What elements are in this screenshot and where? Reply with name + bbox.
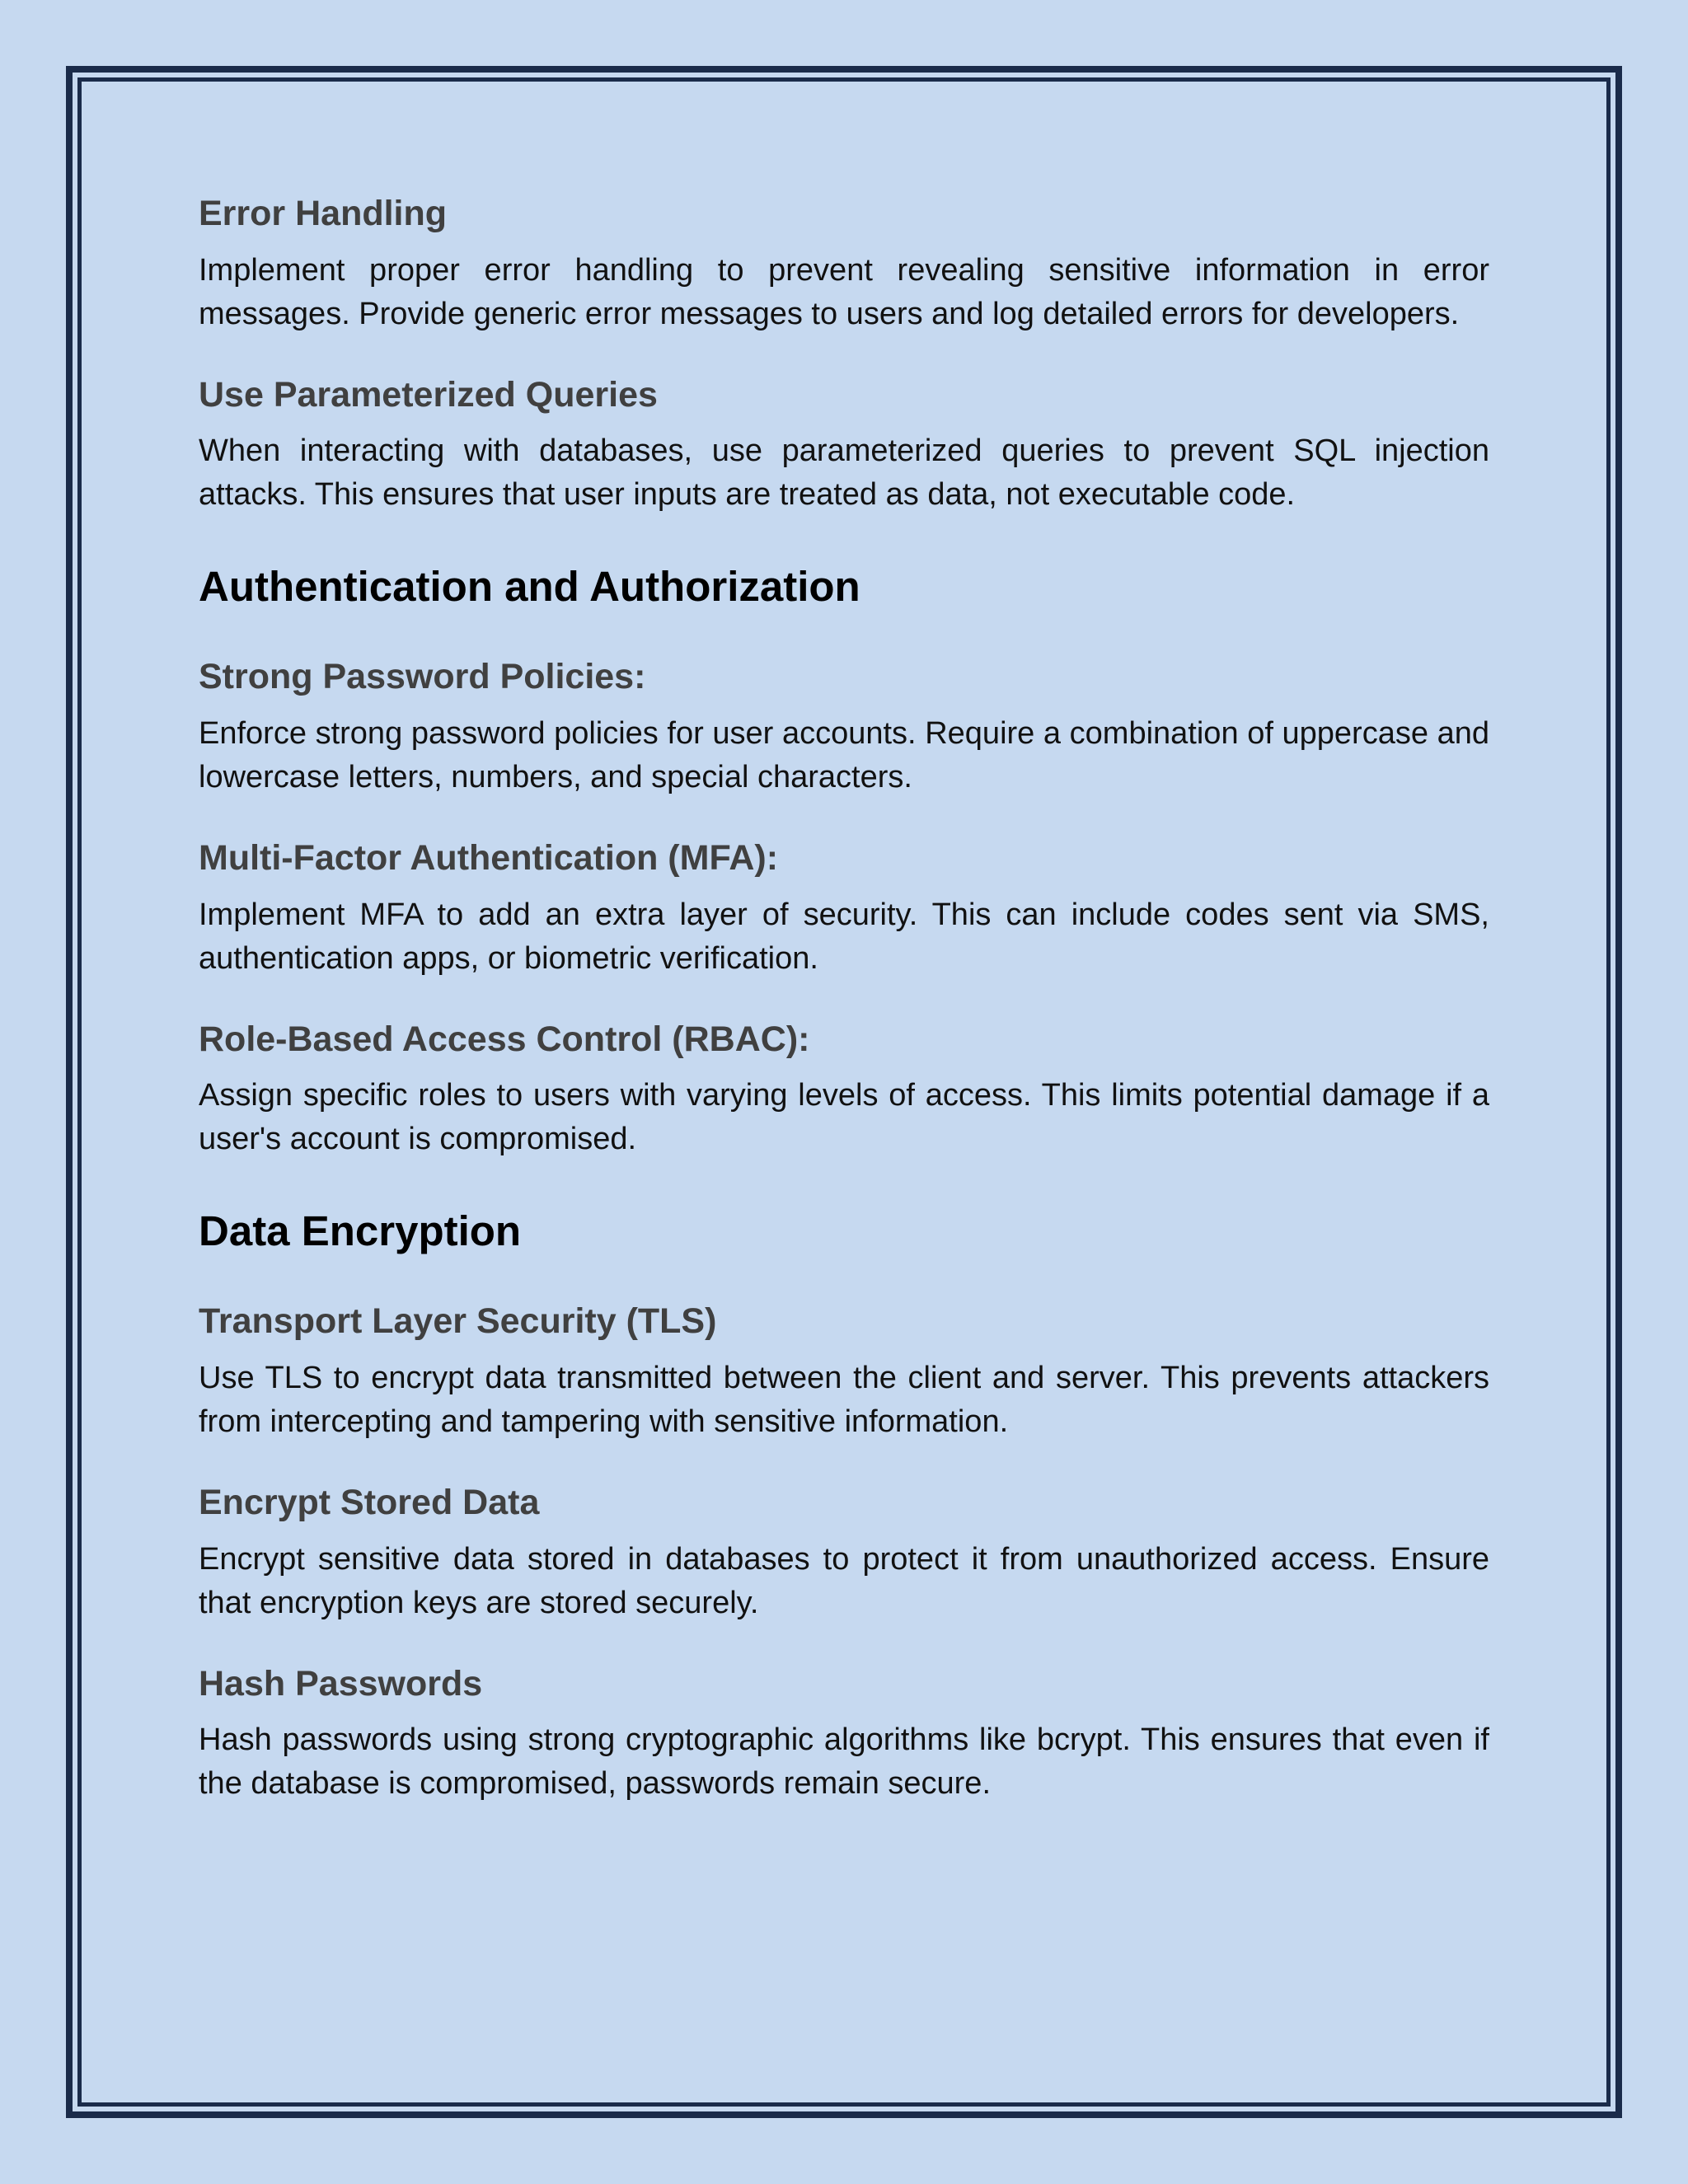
paragraph-strong-password-policies: Enforce strong password policies for user accounts. Require a combination of uppercase and lowercase letters, numbers, and special characters. <box>199 715 1489 794</box>
subheading-hash-passwords: Hash Passwords <box>199 1663 483 1704</box>
paragraph-parameterized-queries: When interacting with databases, use parameterized queries to prevent SQL injection attacks. This ensures that user inputs are treated as data, not executable code. <box>199 434 1489 513</box>
heading-data-encryption: Data Encryption <box>199 1207 522 1255</box>
paragraph-mfa: Implement MFA to add an extra layer of security. This can include codes sent via SMS, authentication apps, or biometric verification. <box>199 897 1489 976</box>
subheading-rbac: Role-Based Access Control (RBAC): <box>199 1019 810 1059</box>
paragraph-encrypt-stored-data: Encrypt sensitive data stored in databases to protect it from unauthorized access. Ensure that encryption keys are stored securely. <box>199 1541 1489 1620</box>
document-content <box>199 193 1489 1806</box>
subheading-mfa: Multi-Factor Authentication (MFA): <box>199 837 779 878</box>
paragraph-error-handling: Implement proper error handling to prevent revealing sensitive information in error messages. Provide generic error messages to users and log detailed errors for developers. <box>199 252 1489 331</box>
subheading-parameterized-queries: Use Parameterized Queries <box>199 374 658 415</box>
subheading-encrypt-stored-data: Encrypt Stored Data <box>199 1482 540 1522</box>
subheading-tls: Transport Layer Security (TLS) <box>199 1301 717 1342</box>
paragraph-tls: Use TLS to encrypt data transmitted between the client and server. This prevents attackers from intercepting and tampering with sensitive information. <box>199 1360 1489 1439</box>
paragraph-hash-passwords: Hash passwords using strong cryptographic algorithms like bcrypt. This ensures that even if the database is compromised, passwords remain secure. <box>199 1722 1489 1802</box>
subheading-strong-password-policies: Strong Password Policies: <box>199 657 646 697</box>
heading-authentication-authorization: Authentication and Authorization <box>199 563 860 611</box>
subheading-error-handling: Error Handling <box>199 194 448 233</box>
paragraph-rbac: Assign specific roles to users with varying levels of access. This limits potential damage if a user's account is compromised. <box>199 1078 1489 1157</box>
